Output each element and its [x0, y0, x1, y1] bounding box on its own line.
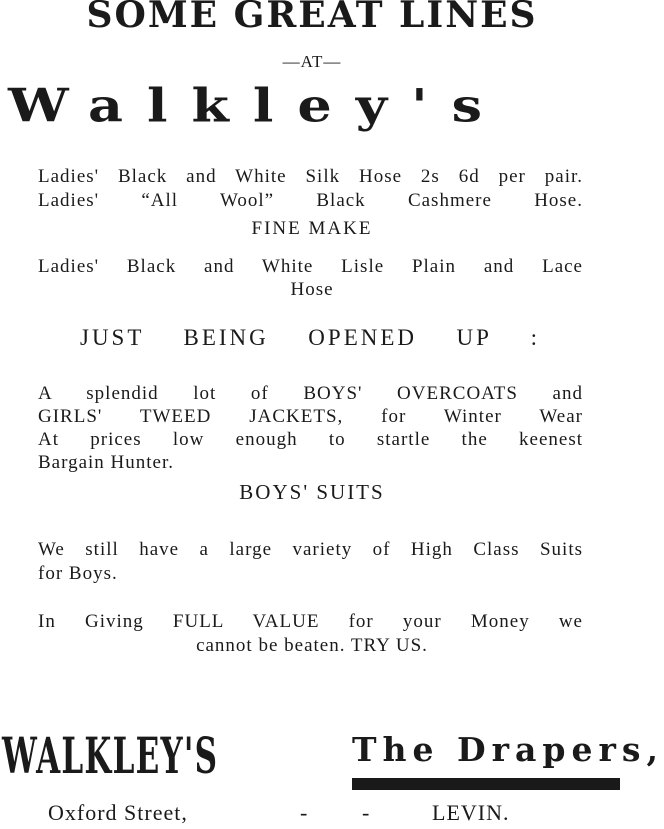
hosiery-line-lisle: Ladies' Black and White Lisle Plain and Lace — [38, 256, 583, 277]
suits-line-boys: for Boys. — [38, 563, 118, 584]
store-banner: Walkley's — [8, 78, 507, 133]
value-line-full: In Giving FULL VALUE for your Money we — [38, 611, 583, 632]
address-dash-1: - — [300, 800, 309, 825]
value-line-beaten: cannot be beaten. TRY US. — [196, 635, 428, 656]
hosiery-line-cashmere: Ladies' “All Wool” Black Cashmere Hose. — [38, 190, 583, 211]
address-dash-2: - — [362, 800, 371, 825]
at-line: —AT— — [282, 52, 342, 71]
hosiery-line-silk: Ladies' Black and White Silk Hose 2s 6d per pair. — [38, 166, 583, 187]
boys-suits-heading: BOYS' SUITS — [239, 480, 385, 504]
suits-line-variety: We still have a large variety of High Class Suits — [38, 539, 583, 560]
hosiery-line-lisle-cont: Hose — [290, 279, 334, 300]
opened-line-overcoats: A splendid lot of BOYS' OVERCOATS and — [38, 383, 583, 404]
footer-store-name: WALKLEY'S — [2, 726, 219, 785]
fine-make-label: FINE MAKE — [251, 218, 373, 239]
address-town: LEVIN. — [432, 800, 510, 825]
opened-line-jackets: GIRLS' TWEED JACKETS, for Winter Wear — [38, 406, 583, 427]
headline: SOME GREAT LINES — [86, 0, 538, 36]
footer-tagline: The Drapers, — [352, 730, 664, 769]
opened-line-bargain: Bargain Hunter. — [38, 452, 175, 473]
footer-rule — [352, 778, 620, 790]
just-opened-heading: JUST BEING OPENED UP : — [80, 325, 540, 350]
opened-line-prices: At prices low enough to startle the keenest — [38, 429, 583, 450]
address-street: Oxford Street, — [48, 800, 188, 825]
